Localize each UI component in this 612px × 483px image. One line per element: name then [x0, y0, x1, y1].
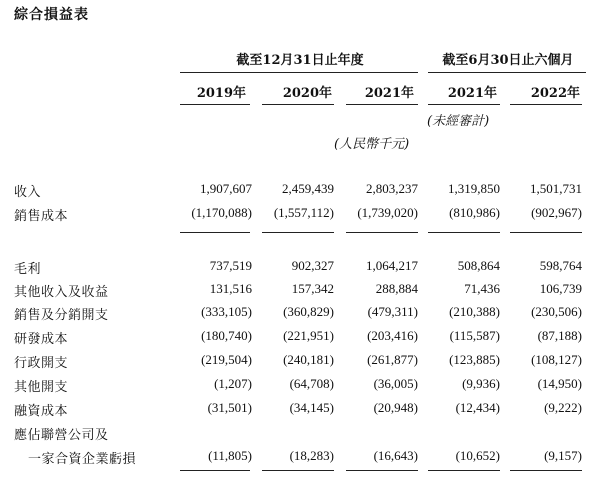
- table-cell: (230,506): [531, 304, 582, 319]
- bottom-rule: [180, 470, 250, 471]
- table-cell: 157,342: [291, 281, 334, 296]
- row-label: 銷售成本: [14, 209, 69, 224]
- year-rule-2021: [346, 104, 418, 105]
- table-cell: 902,327: [291, 258, 334, 273]
- table-cell: (1,207): [214, 376, 252, 391]
- table-row: [0, 328, 612, 350]
- year-header-2022-interim: 2022年: [530, 86, 580, 101]
- unaudited-note: (未經審計): [427, 114, 490, 129]
- year-rule-2022-interim: [510, 104, 582, 105]
- row-label: 融資成本: [14, 404, 69, 419]
- table-cell: (360,829): [283, 304, 334, 319]
- table-cell: (1,739,020): [357, 205, 418, 220]
- table-row: [0, 448, 612, 470]
- row-label: 銷售及分銷開支: [14, 308, 109, 323]
- header-six-months: 截至6月30日止六個月: [442, 53, 574, 68]
- table-cell: (333,105): [201, 304, 252, 319]
- table-cell: (31,501): [207, 400, 252, 415]
- table-cell: (1,170,088): [191, 205, 252, 220]
- table-cell: 598,764: [539, 258, 582, 273]
- table-cell: (64,708): [289, 376, 334, 391]
- table-cell: (180,740): [201, 328, 252, 343]
- table-cell: (210,388): [449, 304, 500, 319]
- table-cell: (1,557,112): [273, 205, 334, 220]
- row-label: 其他收入及收益: [14, 285, 109, 300]
- bottom-rule: [346, 470, 418, 471]
- year-rule-2020: [262, 104, 334, 105]
- table-cell: (20,948): [373, 400, 418, 415]
- year-rule-2019: [180, 104, 250, 105]
- table-row: [0, 400, 612, 422]
- header-year-ended: 截至12月31日止年度: [236, 53, 364, 68]
- table-cell: 737,519: [209, 258, 252, 273]
- table-cell: (9,222): [544, 400, 582, 415]
- row-label: 應佔聯營公司及: [14, 428, 109, 443]
- table-row: [0, 424, 612, 446]
- table-cell: 288,884: [375, 281, 418, 296]
- bottom-rule: [262, 470, 334, 471]
- bottom-rule: [510, 470, 582, 471]
- table-cell: (18,283): [289, 448, 334, 463]
- table-row: [0, 352, 612, 374]
- table-cell: 1,501,731: [530, 181, 582, 196]
- year-header-2021: 2021年: [364, 86, 414, 101]
- subtotal-rule: [262, 232, 334, 233]
- table-row: [0, 205, 612, 227]
- table-cell: (810,986): [449, 205, 500, 220]
- row-label: 其他開支: [14, 380, 69, 395]
- table-cell: (87,188): [537, 328, 582, 343]
- table-cell: (219,504): [201, 352, 252, 367]
- table-cell: (115,587): [449, 328, 500, 343]
- table-cell: (479,311): [367, 304, 418, 319]
- table-cell: (123,885): [449, 352, 500, 367]
- table-cell: 131,516: [209, 281, 252, 296]
- table-cell: (12,434): [455, 400, 500, 415]
- table-cell: 1,064,217: [366, 258, 418, 273]
- table-cell: (261,877): [367, 352, 418, 367]
- table-cell: (902,967): [531, 205, 582, 220]
- table-cell: (16,643): [373, 448, 418, 463]
- table-cell: 71,436: [464, 281, 500, 296]
- table-row: [0, 281, 612, 303]
- table-cell: 508,864: [457, 258, 500, 273]
- table-cell: (203,416): [367, 328, 418, 343]
- row-label: 研發成本: [14, 332, 69, 347]
- subtotal-rule: [180, 232, 250, 233]
- year-header-2021-interim: 2021年: [447, 86, 497, 101]
- year-header-2019: 2019年: [196, 86, 246, 101]
- subtotal-rule: [346, 232, 418, 233]
- row-label: 一家合資企業虧損: [28, 452, 137, 467]
- table-cell: (14,950): [537, 376, 582, 391]
- table-cell: 1,907,607: [200, 181, 252, 196]
- currency-note: (人民幣千元): [334, 137, 410, 152]
- table-row: [0, 376, 612, 398]
- table-cell: (221,951): [283, 328, 334, 343]
- table-cell: 1,319,850: [448, 181, 500, 196]
- table-cell: (9,157): [544, 448, 582, 463]
- table-row: [0, 258, 612, 280]
- year-header-2020: 2020年: [282, 86, 332, 101]
- table-cell: 2,803,237: [366, 181, 418, 196]
- table-cell: 106,739: [539, 281, 582, 296]
- table-cell: (108,127): [531, 352, 582, 367]
- table-cell: (36,005): [373, 376, 418, 391]
- table-cell: (11,805): [208, 448, 252, 463]
- header-rule-year-ended: [180, 72, 418, 73]
- year-rule-2021-interim: [428, 104, 500, 105]
- row-label: 毛利: [14, 262, 42, 277]
- table-cell: 2,459,439: [282, 181, 334, 196]
- subtotal-rule: [428, 232, 500, 233]
- row-label: 行政開支: [14, 356, 69, 371]
- table-row: [0, 181, 612, 203]
- table-cell: (240,181): [283, 352, 334, 367]
- table-cell: (34,145): [289, 400, 334, 415]
- statement-title: 綜合損益表: [14, 7, 89, 23]
- table-cell: (10,652): [455, 448, 500, 463]
- bottom-rule: [428, 470, 500, 471]
- table-cell: (9,936): [462, 376, 500, 391]
- table-row: [0, 304, 612, 326]
- header-rule-six-months: [428, 72, 586, 73]
- row-label: 收入: [14, 185, 42, 200]
- subtotal-rule: [510, 232, 582, 233]
